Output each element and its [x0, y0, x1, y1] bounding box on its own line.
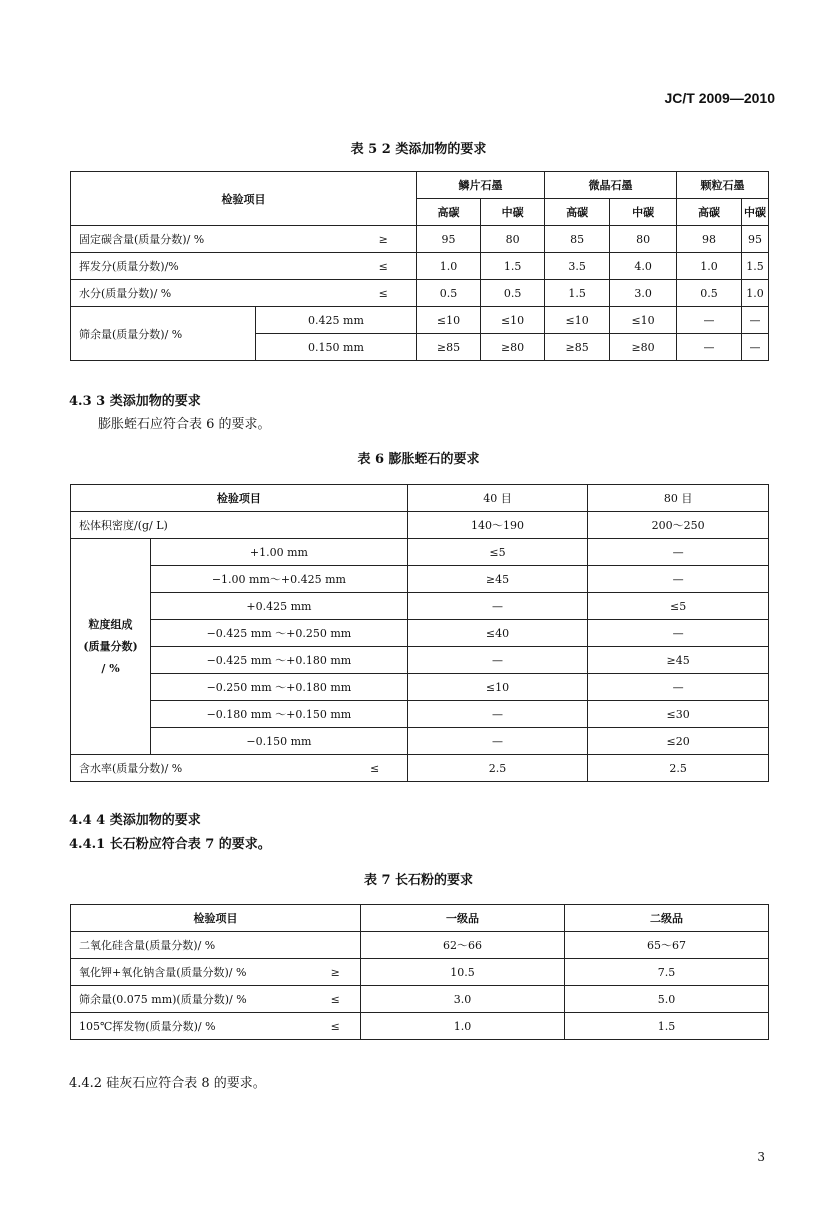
cell: ≤10: [610, 307, 677, 334]
table7-col-first: 一级品: [361, 905, 565, 932]
cell: 0.5: [677, 280, 742, 307]
section-4-4-2-text: 4.4.2 硅灰石应符合表 8 的要求。: [69, 1076, 266, 1091]
row-label: 105℃挥发物(质量分数)/ %: [71, 1013, 311, 1040]
cell: 2.5: [588, 755, 769, 782]
cell: 10.5: [361, 959, 565, 986]
row-label: 水分(质量分数)/ %: [71, 280, 351, 307]
table-row: [71, 512, 769, 539]
cell: —: [407, 728, 588, 755]
cell: —: [588, 674, 769, 701]
cell: 200～250: [588, 512, 769, 539]
section-4-4-heading: 4.4 4 类添加物的要求: [69, 813, 201, 828]
bulk-density-label: 松体积密度/(g/ L): [71, 512, 408, 539]
sieve-size: 0.150 mm: [256, 334, 417, 361]
cell: 5.0: [565, 986, 769, 1013]
cell: 1.5: [565, 1013, 769, 1040]
table6-header-item: 检验项目: [71, 485, 408, 512]
table-row: [71, 1013, 769, 1040]
grain-size: −0.425 mm ～+0.250 mm: [151, 620, 408, 647]
section-4-3-text: 膨胀蛭石应符合表 6 的要求。: [98, 417, 271, 432]
table7-caption: 表 7 长石粉的要求: [363, 873, 474, 888]
page-number: 3: [757, 1150, 765, 1164]
cell: ≥45: [407, 566, 588, 593]
table7-col-second: 二级品: [565, 905, 769, 932]
row-label: 氧化钾+氧化钠含量(质量分数)/ %: [71, 959, 311, 986]
sieve-label: 筛余量(质量分数)/ %: [71, 307, 256, 361]
grain-size: −0.425 mm ～+0.180 mm: [151, 647, 408, 674]
table-row: [71, 701, 769, 728]
table5-sub: 中碳: [481, 199, 545, 226]
cell: 85: [545, 226, 610, 253]
grain-label-line: (质量分数): [83, 639, 138, 653]
cell: ≤5: [588, 593, 769, 620]
cell: 3.0: [361, 986, 565, 1013]
table5-sub: 高碳: [545, 199, 610, 226]
cell: 98: [677, 226, 742, 253]
grain-size: +0.425 mm: [151, 593, 408, 620]
cell: ≤20: [588, 728, 769, 755]
row-symbol: ≤: [351, 253, 417, 280]
cell: 4.0: [610, 253, 677, 280]
water-label: 含水率(质量分数)/ %: [71, 755, 343, 782]
table6: [70, 484, 769, 782]
grain-composition-label: [71, 539, 151, 755]
cell: ≥85: [416, 334, 480, 361]
table-row: [71, 566, 769, 593]
table5: [70, 171, 769, 361]
cell: 80: [610, 226, 677, 253]
row-symbol: ≤: [343, 755, 408, 782]
cell: ≤10: [545, 307, 610, 334]
grain-size: −1.00 mm～+0.425 mm: [151, 566, 408, 593]
row-symbol: [311, 932, 361, 959]
table-row: [71, 755, 769, 782]
section-4-3-heading: 4.3 3 类添加物的要求: [69, 394, 201, 409]
table-row: [71, 253, 769, 280]
table6-col-80: 80 目: [588, 485, 769, 512]
cell: 1.5: [481, 253, 545, 280]
cell: 3.5: [545, 253, 610, 280]
table5-sub: 中碳: [610, 199, 677, 226]
table7: [70, 904, 769, 1040]
cell: 2.5: [407, 755, 588, 782]
table5-group-micro: 微晶石墨: [545, 172, 677, 199]
cell: ≥80: [610, 334, 677, 361]
cell: —: [588, 620, 769, 647]
table-row: [71, 620, 769, 647]
cell: —: [677, 307, 742, 334]
table-row: [71, 539, 769, 566]
cell: 1.0: [416, 253, 480, 280]
table5-sub: 中碳: [742, 199, 769, 226]
cell: 0.5: [416, 280, 480, 307]
table7-header-item: 检验项目: [71, 905, 361, 932]
row-symbol: ≤: [311, 986, 361, 1013]
cell: 3.0: [610, 280, 677, 307]
cell: —: [742, 307, 769, 334]
row-label: 二氧化硅含量(质量分数)/ %: [71, 932, 311, 959]
row-label: 挥发分(质量分数)/%: [71, 253, 351, 280]
section-4-4-1-text: 4.4.1 长石粉应符合表 7 的要求。: [69, 837, 271, 852]
row-symbol: ≤: [311, 1013, 361, 1040]
table6-caption: 表 6 膨胀蛭石的要求: [357, 452, 480, 467]
table5-sub: 高碳: [416, 199, 480, 226]
table5-header-item: 检验项目: [71, 172, 417, 226]
cell: 1.5: [545, 280, 610, 307]
cell: 95: [416, 226, 480, 253]
cell: ≥45: [588, 647, 769, 674]
table-row: [71, 226, 769, 253]
cell: ≤30: [588, 701, 769, 728]
table5-group-flake: 鳞片石墨: [416, 172, 544, 199]
cell: ≥80: [481, 334, 545, 361]
cell: —: [677, 334, 742, 361]
table5-caption: 表 5 2 类添加物的要求: [350, 142, 487, 157]
row-label: 筛余量(0.075 mm)(质量分数)/ %: [71, 986, 311, 1013]
row-label: 固定碳含量(质量分数)/ %: [71, 226, 351, 253]
table-row: [71, 593, 769, 620]
grain-label-line: 粒度组成: [88, 617, 133, 631]
table-row: [71, 674, 769, 701]
cell: ≥85: [545, 334, 610, 361]
cell: 0.5: [481, 280, 545, 307]
cell: ≤10: [481, 307, 545, 334]
table5-group-granule: 颗粒石墨: [677, 172, 769, 199]
table-row: [71, 959, 769, 986]
cell: —: [407, 593, 588, 620]
grain-label-line: / %: [101, 661, 120, 675]
cell: —: [407, 647, 588, 674]
table-row: [71, 280, 769, 307]
cell: 1.0: [677, 253, 742, 280]
cell: 95: [742, 226, 769, 253]
table-row: [71, 932, 769, 959]
grain-size: −0.180 mm ～+0.150 mm: [151, 701, 408, 728]
cell: 65～67: [565, 932, 769, 959]
row-symbol: ≥: [311, 959, 361, 986]
table5-sub: 高碳: [677, 199, 742, 226]
cell: 140～190: [407, 512, 588, 539]
row-symbol: ≥: [351, 226, 417, 253]
cell: 1.0: [742, 280, 769, 307]
cell: ≤5: [407, 539, 588, 566]
cell: 7.5: [565, 959, 769, 986]
cell: 1.5: [742, 253, 769, 280]
table-row: [71, 647, 769, 674]
cell: —: [407, 701, 588, 728]
cell: 62～66: [361, 932, 565, 959]
cell: ≤10: [416, 307, 480, 334]
standard-code: JC/T 2009—2010: [664, 90, 775, 106]
cell: —: [588, 566, 769, 593]
table-row: [71, 728, 769, 755]
cell: —: [742, 334, 769, 361]
table6-col-40: 40 目: [407, 485, 588, 512]
grain-size: −0.250 mm ～+0.180 mm: [151, 674, 408, 701]
cell: 1.0: [361, 1013, 565, 1040]
cell: 80: [481, 226, 545, 253]
cell: ≤40: [407, 620, 588, 647]
cell: —: [588, 539, 769, 566]
grain-size: −0.150 mm: [151, 728, 408, 755]
cell: ≤10: [407, 674, 588, 701]
row-symbol: ≤: [351, 280, 417, 307]
grain-size: +1.00 mm: [151, 539, 408, 566]
sieve-size: 0.425 mm: [256, 307, 417, 334]
table-row: [71, 986, 769, 1013]
table-row: [71, 307, 769, 334]
